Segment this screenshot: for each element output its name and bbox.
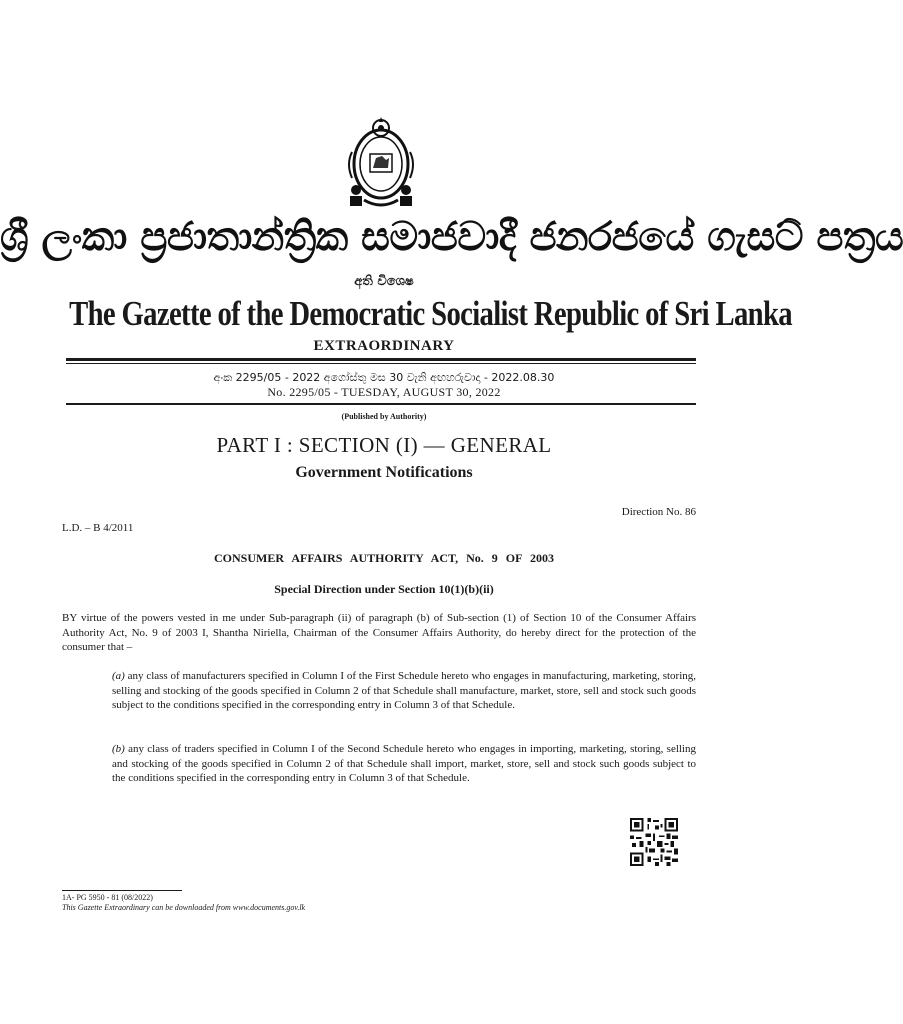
gazette-title-english: The Gazette of the Democratic Socialist Republic of Sri Lanka (69, 294, 792, 333)
intro-paragraph: BY virtue of the powers vested in me under Sub-paragraph (ii) of paragraph (b) of Sub-section (1) of Section 10 of the Consumer Affairs Authority Act, No. 9 of 2003 I, Shantha Niriella, Chairman of the Consumer Affairs Authority, do hereby direct for the protection of the consumer that – (62, 612, 696, 654)
item-label: (a) (112, 670, 125, 682)
extraordinary-label: EXTRAORDINARY (313, 338, 455, 354)
issue-line-sinhala: අංක 2295/05 - 2022 අගෝස්තු මස 30 වැනි අඟහරුවාදා - 2022.08.30 (213, 371, 555, 384)
act-title: CONSUMER AFFAIRS AUTHORITY ACT, No. 9 OF 2003 (213, 551, 555, 565)
item-label: (b) (112, 743, 125, 755)
state-emblem-icon (338, 112, 424, 212)
footer-download-note: This Gazette Extraordinary can be downloaded from www.documents.gov.lk (62, 903, 306, 912)
published-by-authority: (Published by Authority) (341, 412, 427, 421)
special-direction-title: Special Direction under Section 10(1)(b)(ii) (274, 582, 494, 596)
footer-print-code: 1A- PG 5950 - 81 (08/2022) (62, 893, 153, 902)
item-text: any class of manufacturers specified in Column I of the First Schedule hereto who engages in manufacturing, marketing, storing, selling and stocking of the goods specified in Column 2 of that Schedule shall manufacture, market, store, sell and stock such goods subject to the conditions specified in the corresponding entry in Column 3 of that Schedule. (112, 670, 696, 712)
direction-item (112, 669, 696, 713)
item-text: any class of traders specified in Column I of the Second Schedule hereto who engages in importing, marketing, storing, selling and stocking of the goods specified in Column 2 of that Schedule shall import, market, store, sell and stock such goods subject to the conditions specified in the corresponding entry in Column 3 of that Schedule. (112, 743, 696, 785)
header-rule-thin (66, 363, 696, 364)
ld-reference: L.D. – B 4/2011 (62, 522, 134, 534)
header-rule-thick (66, 358, 696, 361)
direction-number: Direction No. 86 (621, 506, 696, 518)
qr-code-icon (630, 818, 678, 866)
direction-item (112, 742, 696, 786)
part-heading: PART I : SECTION (I) — GENERAL (216, 433, 552, 457)
extraordinary-label-sinhala: අති විශෙෂ (354, 274, 414, 289)
header-rule-bottom (66, 403, 696, 405)
notifications-heading: Government Notifications (295, 464, 473, 481)
issue-line-english: No. 2295/05 - TUESDAY, AUGUST 30, 2022 (267, 385, 501, 399)
gazette-title-sinhala: ශ්‍රී ලංකා ප්‍රජාතාන්ත්‍රික සමාජවාදී ජනරජයේ ගැසට් පත්‍රය (0, 214, 903, 260)
footer-rule (62, 890, 182, 891)
